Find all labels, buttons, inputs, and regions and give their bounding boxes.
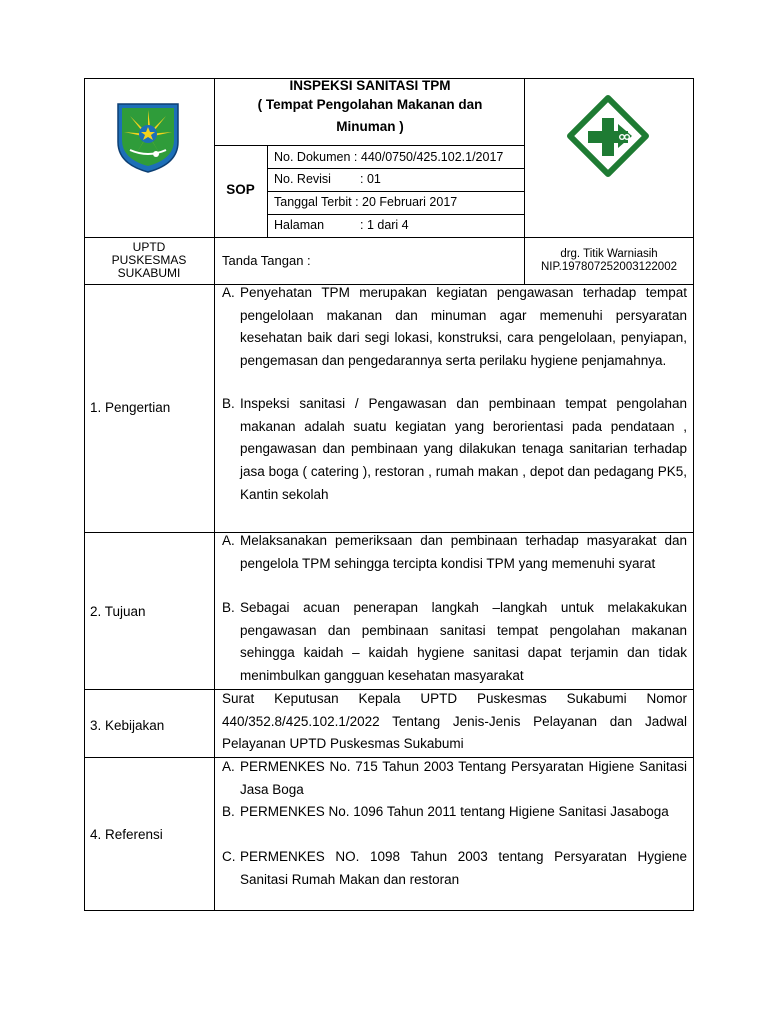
doc-number-row	[274, 150, 503, 164]
official-block	[525, 248, 693, 274]
org-line-1: UPTD	[132, 240, 166, 254]
official-nip: NIP.197807252003122002	[540, 261, 677, 273]
puskesmas-health-logo	[566, 94, 650, 178]
tujuan-item-a	[222, 530, 687, 575]
doc-number-value: : 440/0750/425.102.1/2017	[353, 150, 504, 164]
referensi-item-a	[222, 756, 687, 801]
org-line-2: PUSKESMAS	[111, 253, 187, 267]
item-text: PERMENKES No. 1096 Tahun 2011 tentang Higiene Sanitasi Jasaboga	[240, 804, 669, 819]
pengertian-item-a	[222, 282, 687, 373]
section-label-tujuan: 2. Tujuan	[90, 604, 146, 619]
page-row	[274, 218, 409, 232]
revision-row	[274, 172, 381, 186]
title-line-3: Minuman )	[336, 119, 404, 134]
item-text: PERMENKES No. 715 Tahun 2003 Tentang Persyaratan Higiene Sanitasi Jasa Boga	[240, 759, 687, 797]
tujuan-item-b	[222, 597, 687, 688]
page-label: Halaman	[274, 218, 325, 232]
referensi-item-b	[222, 801, 687, 824]
referensi-item-c	[222, 846, 687, 891]
title-line-2: ( Tempat Pengolahan Makanan dan	[257, 97, 483, 112]
org-line-3: SUKABUMI	[117, 266, 181, 280]
title-line-1: INSPEKSI SANITASI TPM	[289, 78, 451, 93]
issued-date-label: Tanggal Terbit	[274, 195, 352, 209]
item-marker: A.	[222, 533, 235, 548]
item-marker: B.	[222, 804, 235, 819]
item-text: Melaksanakan pemeriksaan dan pembinaan terhadap masyarakat dan pengelola TPM sehingga tercipta kondisi TPM yang memenuhi syarat	[240, 533, 687, 571]
organization-name	[84, 241, 214, 280]
signature-label: Tanda Tangan :	[222, 253, 311, 268]
item-text: Penyehatan TPM merupakan kegiatan pengawasan terhadap tempat pengelolaan makanan dan minuman agar memenuhi persyaratan kesehatan baik dari segi lokasi, konstruksi, cara pengelolaan, penyiapan, pengemasan dan pengedarannya serta perilaku hygiene penjamahnya.	[240, 285, 687, 369]
sukabumi-emblem-logo	[116, 102, 180, 174]
revision-label: No. Revisi	[274, 172, 331, 186]
section-label-kebijakan: 3. Kebijakan	[90, 718, 165, 733]
document-title	[216, 78, 524, 138]
section-label-referensi: 4. Referensi	[90, 827, 163, 842]
page-value: : 1 dari 4	[360, 218, 409, 232]
kebijakan-text: Surat Keputusan Kepala UPTD Puskesmas Sukabumi Nomor 440/352.8/425.102.1/2022 Tentang Jenis-Jenis Pelayanan dan Jadwal Pelayanan UPTD Puskesmas Sukabumi	[222, 691, 687, 752]
item-marker: B.	[222, 600, 235, 615]
item-marker: A.	[222, 285, 235, 300]
item-text: PERMENKES NO. 1098 Tahun 2003 tentang Persyaratan Hygiene Sanitasi Rumah Makan dan restoran	[240, 849, 687, 887]
item-text: Sebagai acuan penerapan langkah –langkah untuk melakakukan pengawasan dan pembinaan sanitasi tempat pengolahan makanan sehingga kaidah – kaidah hygiene sanitasi dapat terjamin dan tidak menimbulkan gangguan kesehatan masyarakat	[240, 600, 687, 684]
item-text: Inspeksi sanitasi / Pengawasan dan pembinaan tempat pengolahan makanan adalah suatu kegiatan yang berorientasi pada pendataan , pengawasan dan pembinaan yang dilakukan tenaga sanitarian terhadap jasa boga ( catering ), restoran , rumah makan , depot dan pedagang PK5, Kantin sekolah	[240, 396, 687, 502]
sop-label: SOP	[226, 182, 255, 197]
item-marker: A.	[222, 759, 235, 774]
pengertian-item-b	[222, 393, 687, 507]
revision-value: : 01	[360, 172, 381, 186]
issued-date-value: : 20 Februari 2017	[355, 195, 458, 209]
item-marker: B.	[222, 396, 235, 411]
issued-date-row	[274, 195, 457, 209]
section-label-pengertian: 1. Pengertian	[90, 400, 171, 415]
official-name: drg. Titik Warniasih	[560, 248, 658, 260]
item-marker: C.	[222, 849, 236, 864]
doc-number-label: No. Dokumen	[274, 150, 351, 164]
